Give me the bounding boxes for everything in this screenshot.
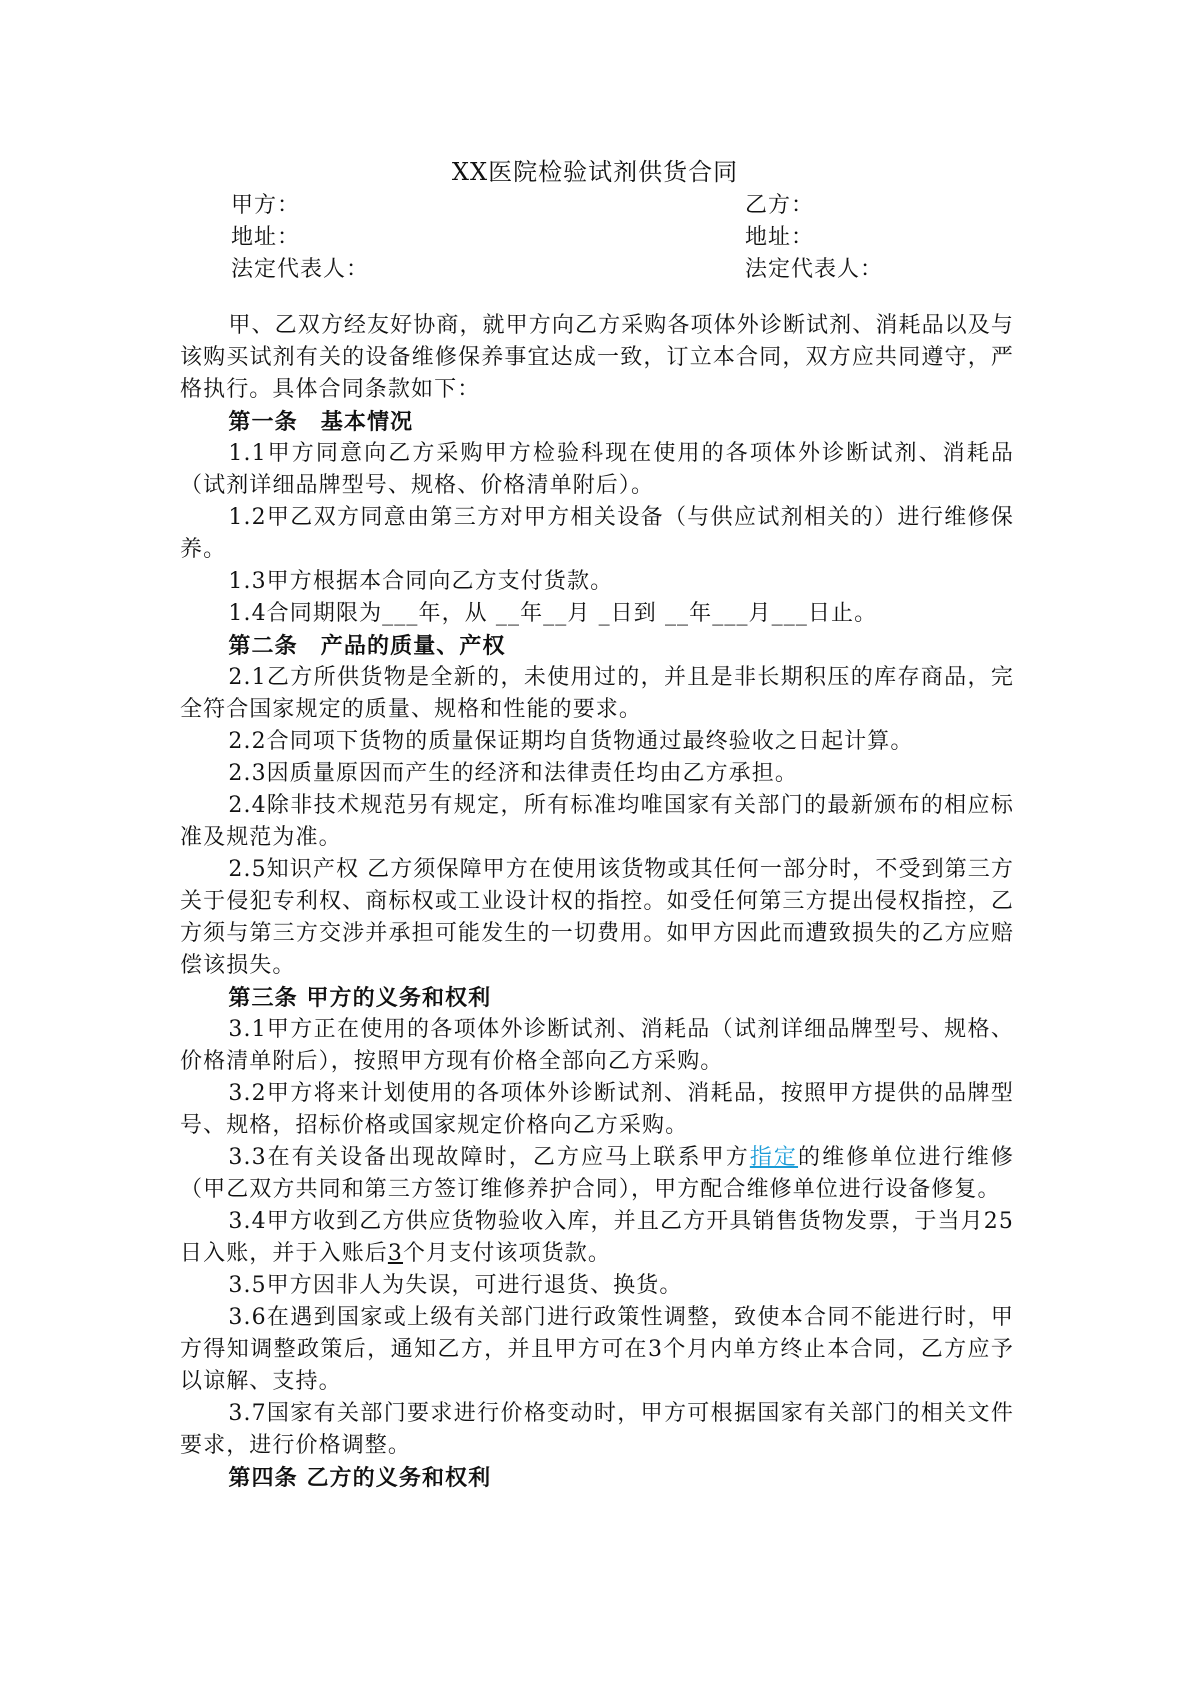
party-row-name xyxy=(231,190,1031,222)
clause-1-2: 1.2甲乙双方同意由第三方对甲方相关设备（与供应试剂相关的）进行维修保养。 xyxy=(180,505,1014,562)
party-b-representative-label: 法定代表人： xyxy=(745,257,884,282)
clause-3-1: 3.1甲方正在使用的各项体外诊断试剂、消耗品（试剂详细品牌型号、规格、价格清单附后），按照甲方现有价格全部向乙方采购。 xyxy=(180,1017,1014,1074)
clause-3-5: 3.5甲方因非人为失误，可进行退货、换货。 xyxy=(228,1273,683,1298)
clause-3-4-text-end: 个月支付该项货款。 xyxy=(403,1241,611,1266)
party-info xyxy=(231,190,1031,286)
clause-1-3: 1.3甲方根据本合同向乙方支付货款。 xyxy=(228,569,614,594)
party-row-representative xyxy=(231,254,1031,286)
article-4-heading: 第四条 乙方的义务和权利 xyxy=(228,1465,492,1491)
clause-3-3-text-start: 3.3在有关设备出现故障时，乙方应马上联系甲方 xyxy=(228,1145,750,1170)
clause-3-4 xyxy=(180,1206,1014,1270)
article-1-heading: 第一条 基本情况 xyxy=(228,409,414,435)
party-b-name-label: 乙方： xyxy=(745,193,815,218)
clause-3-3-text-end: 的维修单位进行维修（甲乙双方共同和第三方签订维修养护合同），甲方配合维修单位进行设备修复。 xyxy=(180,1145,1015,1202)
clause-3-6: 3.6在遇到国家或上级有关部门进行政策性调整，致使本合同不能进行时，甲方得知调整政策后，通知乙方，并且甲方可在3个月内单方终止本合同，乙方应予以谅解、支持。 xyxy=(180,1305,1014,1394)
designated-link[interactable]: 指定 xyxy=(749,1145,799,1170)
clause-1-1: 1.1甲方同意向乙方采购甲方检验科现在使用的各项体外诊断试剂、消耗品（试剂详细品牌型号、规格、价格清单附后）。 xyxy=(180,441,1014,498)
clause-3-4-text-start: 3.4甲方收到乙方供应货物验收入库，并且乙方开具销售货物发票，于当月25日入账，并于入账后 xyxy=(180,1209,1014,1266)
payment-months-value: 3 xyxy=(387,1241,404,1266)
clause-2-5: 2.5知识产权 乙方须保障甲方在使用该货物或其任何一部分时，不受到第三方关于侵犯专利权、商标权或工业设计权的指控。如受任何第三方提出侵权指控，乙方须与第三方交涉并承担可能发生的一切费用。如甲方因此而遭致损失的乙方应赔偿该损失。 xyxy=(180,857,1014,978)
party-b-address-label: 地址： xyxy=(745,225,815,250)
clause-3-2: 3.2甲方将来计划使用的各项体外诊断试剂、消耗品，按照甲方提供的品牌型号、规格，招标价格或国家规定价格向乙方采购。 xyxy=(180,1081,1014,1138)
article-2-heading: 第二条 产品的质量、产权 xyxy=(228,633,506,659)
party-a-representative-label: 法定代表人： xyxy=(231,257,370,282)
party-a-address-label: 地址： xyxy=(231,225,301,250)
clause-3-3 xyxy=(180,1142,1014,1206)
party-a-name-label: 甲方： xyxy=(231,193,301,218)
intro-paragraph: 甲、乙双方经友好协商，就甲方向乙方采购各项体外诊断试剂、消耗品以及与该购买试剂有关的设备维修保养事宜达成一致，订立本合同，双方应共同遵守，严格执行。具体合同条款如下： xyxy=(180,313,1014,402)
article-3-heading: 第三条 甲方的义务和权利 xyxy=(228,985,492,1011)
clause-2-2: 2.2合同项下货物的质量保证期均自货物通过最终验收之日起计算。 xyxy=(228,729,914,754)
contract-body xyxy=(180,310,1014,1494)
clause-3-7: 3.7国家有关部门要求进行价格变动时，甲方可根据国家有关部门的相关文件要求，进行价格调整。 xyxy=(180,1401,1014,1458)
party-row-address xyxy=(231,222,1031,254)
document-title: XX医院检验试剂供货合同 xyxy=(451,158,739,186)
clause-2-1: 2.1乙方所供货物是全新的，未使用过的，并且是非长期积压的库存商品，完全符合国家规定的质量、规格和性能的要求。 xyxy=(180,665,1014,722)
clause-2-3: 2.3因质量原因而产生的经济和法律责任均由乙方承担。 xyxy=(228,761,798,786)
clause-1-4: 1.4合同期限为___年，从 __年__月 _日到 __年___月___日止。 xyxy=(228,601,878,626)
clause-2-4: 2.4除非技术规范另有规定，所有标准均唯国家有关部门的最新颁布的相应标准及规范为准。 xyxy=(180,793,1014,850)
